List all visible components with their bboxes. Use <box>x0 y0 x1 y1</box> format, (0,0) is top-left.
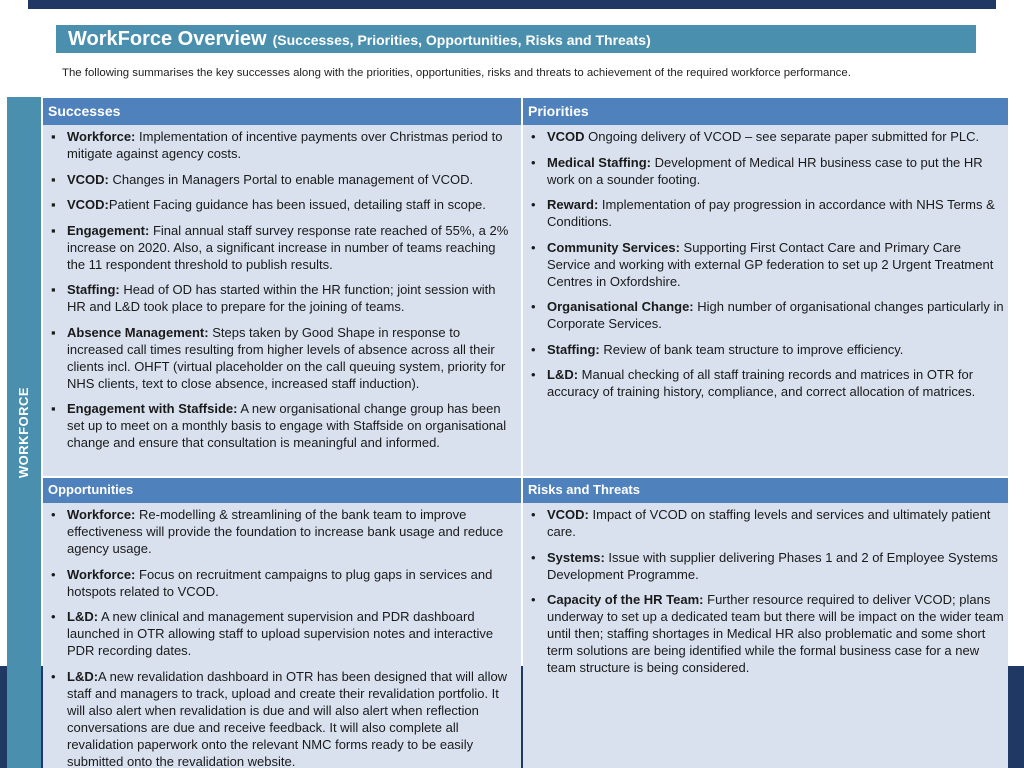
risks-panel <box>523 478 1008 768</box>
successes-item-label: Engagement with Staffside: <box>67 401 238 416</box>
priorities-item-label: Medical Staffing: <box>547 154 652 170</box>
priorities-item <box>527 154 1004 188</box>
successes-item <box>47 324 517 392</box>
priorities-item-text: Implementation of pay progression in accordance with NHS Terms & Conditions. <box>547 197 995 229</box>
opportunities-item-text: A new revalidation dashboard in OTR has been designed that will allow staff and managers to track, upload and create their revalidation portfolio. It will also alert when revalidation is due and will also alert when reflection conversations are due and receive feedback. It will also complete all revalidation paperwork onto the relevant NMC forms ready to be easily submitted onto the revalidation website. <box>67 668 508 768</box>
successes-item-text: Changes in Managers Portal to enable management of VCOD. <box>108 171 474 187</box>
priorities-item <box>527 128 1004 145</box>
page-title: WorkForce Overview <box>68 28 267 50</box>
opportunities-item <box>47 566 517 600</box>
risks-item-label: VCOD: <box>547 507 589 522</box>
priorities-item <box>527 239 1004 290</box>
opportunities-item-label: L&D: <box>67 668 99 684</box>
priorities-list <box>523 125 1008 400</box>
intro-text: The following summarises the key successes along with the priorities, opportunities, risks and threats to achievement of the required workforce performance. <box>62 67 851 79</box>
successes-item-label: Absence Management: <box>67 324 209 340</box>
successes-item-text: Head of OD has started within the HR function; joint session with HR and L&D took place to prepare for the joining of teams. <box>67 282 496 314</box>
risks-item-label: Capacity of the HR Team: <box>547 592 704 607</box>
risks-heading: Risks and Threats <box>523 478 1008 503</box>
page-subtitle: (Successes, Priorities, Opportunities, Risks and Threats) <box>272 32 651 48</box>
priorities-item-label: VCOD <box>547 129 585 144</box>
priorities-item <box>527 366 1004 400</box>
successes-heading: Successes <box>43 98 521 125</box>
successes-item-label: Engagement: <box>67 222 150 238</box>
opportunities-panel <box>43 478 521 768</box>
priorities-item <box>527 196 1004 230</box>
opportunities-item <box>47 608 517 659</box>
opportunities-item-label: L&D: <box>67 609 99 624</box>
sidebar-label: WORKFORCE <box>16 386 32 479</box>
priorities-item-text: Development of Medical HR business case to put the HR work on a sounder footing. <box>547 154 983 187</box>
successes-item-text: Final annual staff survey response rate reached of 55%, a 2% increase on 2020. Also, a significant increase in number of teams reaching the 11 respondent threshold to publish results. <box>67 222 509 272</box>
opportunities-item-label: Workforce: <box>67 507 136 522</box>
priorities-item-text: Supporting First Contact Care and Primary Care Service and working with external GP federation to set up 2 Urgent Treatment Centres in Oxfordshire. <box>547 239 994 289</box>
opportunities-item-label: Workforce: <box>67 566 136 582</box>
priorities-item-label: L&D: <box>547 367 579 382</box>
risks-list <box>523 503 1008 676</box>
priorities-item-label: Staffing: <box>547 341 600 357</box>
opportunities-heading: Opportunities <box>43 478 521 503</box>
successes-item-label: VCOD: <box>67 197 109 212</box>
successes-item <box>47 400 517 451</box>
successes-item <box>47 222 517 273</box>
successes-item <box>47 281 517 315</box>
opportunities-item-text: Focus on recruitment campaigns to plug gaps in services and hotspots related to VCOD. <box>67 566 493 599</box>
successes-item-text: Patient Facing guidance has been issued, detailing staff in scope. <box>108 197 486 212</box>
successes-panel <box>43 98 521 476</box>
successes-item <box>47 196 517 213</box>
successes-item-label: Staffing: <box>67 282 120 297</box>
risks-item-text: Issue with supplier delivering Phases 1 and 2 of Employee Systems Development Programme. <box>547 549 998 582</box>
priorities-item-text: Review of bank team structure to improve efficiency. <box>599 341 904 357</box>
opportunities-item <box>47 668 517 768</box>
risks-item <box>527 506 1004 540</box>
successes-item <box>47 128 517 162</box>
risks-item-label: Systems: <box>547 549 605 565</box>
priorities-item-label: Reward: <box>547 197 599 212</box>
successes-item <box>47 171 517 188</box>
priorities-item <box>527 298 1004 332</box>
priorities-item-text: Ongoing delivery of VCOD – see separate paper submitted for PLC. <box>584 129 980 144</box>
successes-item-label: VCOD: <box>67 171 109 187</box>
priorities-item-label: Organisational Change: <box>547 299 694 314</box>
risks-item <box>527 549 1004 583</box>
risks-item <box>527 591 1004 676</box>
priorities-panel <box>523 98 1008 476</box>
opportunities-list <box>43 503 521 768</box>
top-banner <box>28 0 996 9</box>
priorities-heading: Priorities <box>523 98 1008 125</box>
successes-item-text: Implementation of incentive payments over Christmas period to mitigate against agency costs. <box>67 129 503 161</box>
title-bar <box>56 25 976 53</box>
opportunities-item-text: A new clinical and management supervision and PDR dashboard launched in OTR allowing staff to upload supervision notes and interactive PDR recording dates. <box>67 609 494 658</box>
priorities-item-text: High number of organisational changes particularly in Corporate Services. <box>547 299 1004 331</box>
priorities-item-label: Community Services: <box>547 239 680 255</box>
priorities-item <box>527 341 1004 358</box>
risks-item-text: Further resource required to deliver VCOD; plans underway to set up a dedicated team but there will be impact on the wider team until then; staffing shortages in Medical HR also problematic and some short term solutions are being identified while the formal business case for a new team structure is being considered. <box>547 592 1004 675</box>
successes-item-text: Steps taken by Good Shape in response to increased call times resulting from higher levels of absence across all their clients incl. OHFT (virtual placeholder on the call queuing system, priority for NHS clients, text to close absence, increased staff induction). <box>67 324 506 391</box>
successes-item-text: A new organisational change group has been set up to meet on a monthly basis to engage with Staffside on organisational change and ensure that consultation is meaningful and informed. <box>67 401 507 450</box>
opportunities-item-text: Re-modelling & streamlining of the bank team to improve effectiveness will provide the foundation to increase bank usage and reduce agency usage. <box>67 507 504 556</box>
risks-item-text: Impact of VCOD on staffing levels and services and ultimately patient care. <box>547 507 991 539</box>
successes-item-label: Workforce: <box>67 129 136 144</box>
successes-list <box>43 125 521 451</box>
workforce-sidebar <box>7 97 41 768</box>
opportunities-item <box>47 506 517 557</box>
priorities-item-text: Manual checking of all staff training records and matrices in OTR for accuracy of training history, compliance, and correct allocation of matrices. <box>547 367 976 399</box>
